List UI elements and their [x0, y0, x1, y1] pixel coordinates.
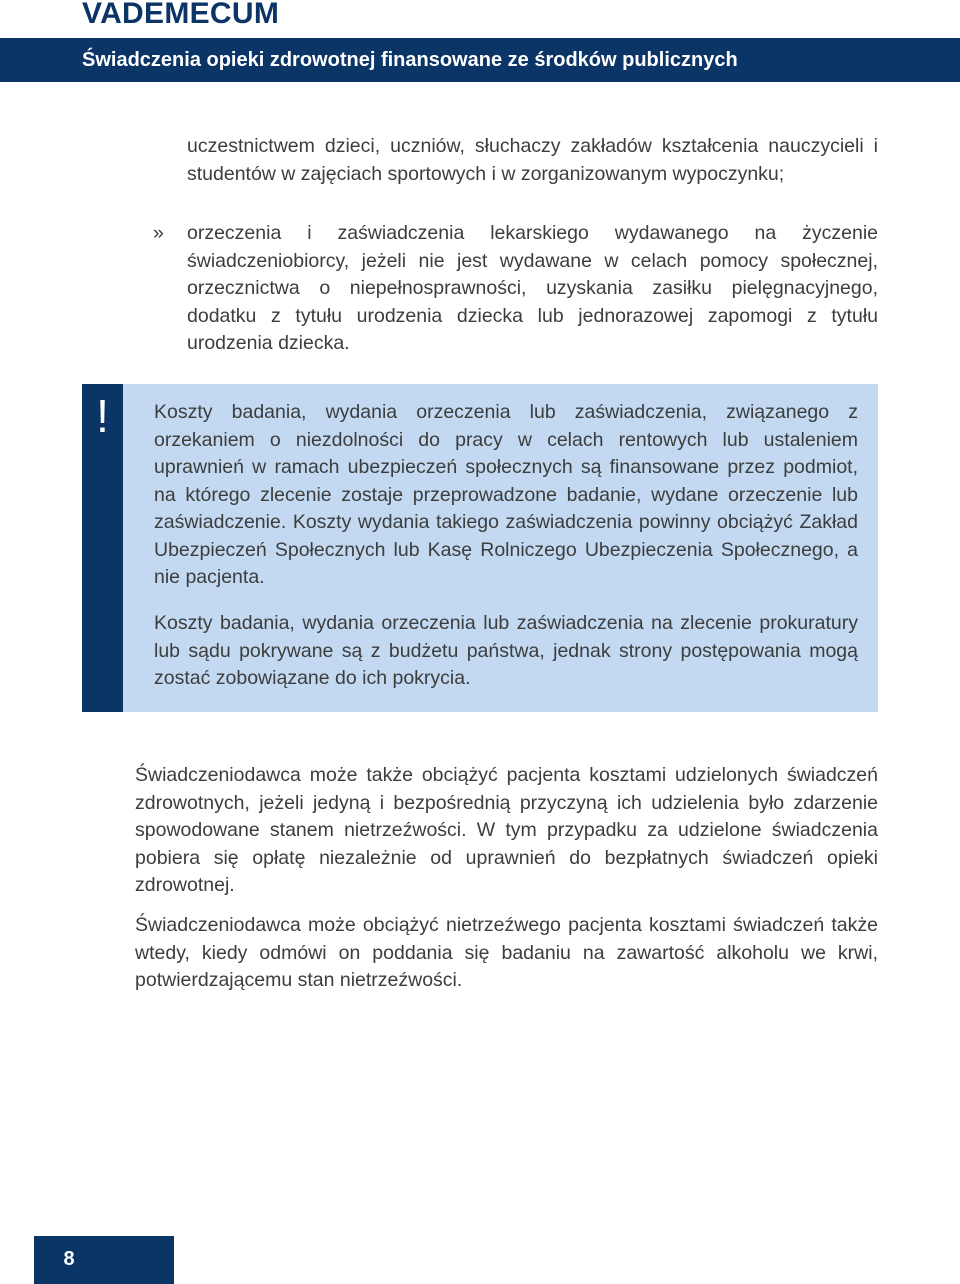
- list-item-continuation: uczestnictwem dzieci, uczniów, słuchaczy zakładów kształcenia nauczycieli i studentów w zajęciach sportowych i w zorganizowanym wypoczynku;: [187, 135, 878, 185]
- page-number: 8: [63, 1248, 75, 1270]
- notice-stripe: [82, 384, 123, 712]
- bullet-marker-icon: »: [153, 222, 164, 244]
- document-subtitle: Świadczenia opieki zdrowotnej finansowane ze środków publicznych: [82, 49, 738, 71]
- notice-box: [82, 384, 878, 712]
- page-number-badge: [34, 1236, 174, 1284]
- document-title: VADEMECUM: [82, 0, 280, 30]
- notice-paragraph-2: Koszty badania, wydania orzeczenia lub zaświadczenia na zlecenie prokuratury lub sądu pokrywane są z budżetu państwa, jednak strony postępowania mogą zostać zobowiązane do ich pokrycia.: [154, 612, 858, 689]
- list-item: orzeczenia i zaświadczenia lekarskiego wydawanego na życzenie świadczeniobiorcy, jeżeli nie jest wydawane w celach pomocy społecznej, orzecznictwa o niepełnosprawności, uzyskania zasiłku pielęgnacyjnego, dodatku z tytułu urodzenia dziecka lub jednorazowej zapomogi z tytułu urodzenia dziecka.: [187, 222, 878, 354]
- notice-paragraph-1: Koszty badania, wydania orzeczenia lub zaświadczenia, związanego z orzekaniem o niezdolności do pracy w celach rentowych lub ustaleniem uprawnień w ramach ubezpieczeń społecznych są finansowane przez podmiot, na którego zlecenie zostaje przeprowadzone badanie, wydane orzeczenie lub zaświadczenie. Koszty wydania takiego zaświadczenia powinny obciążyć Zakład Ubezpieczeń Społecznych lub Kasę Rolniczego Ubezpieczenia Społecznego, a nie pacjenta.: [154, 401, 858, 588]
- body-paragraph-2: Świadczeniodawca może obciążyć nietrzeźwego pacjenta kosztami świadczeń także wtedy, kiedy odmówi on poddania się badaniu na zawartość alkoholu we krwi, potwierdzającemu stan nietrzeźwości.: [135, 914, 878, 991]
- header-banner: [0, 38, 960, 82]
- exclamation-icon: !: [96, 390, 109, 442]
- body-paragraph-1: Świadczeniodawca może także obciążyć pacjenta kosztami udzielonych świadczeń zdrowotnych, jeżeli jedyną i bezpośrednią przyczyną ich udzielenia było zdarzenie spowodowane stanem nietrzeźwości. W tym przypadku za udzielone świadczenia pobiera się opłatę niezależnie od uprawnień do bezpłatnych świadczeń opieki zdrowotnej.: [135, 764, 878, 896]
